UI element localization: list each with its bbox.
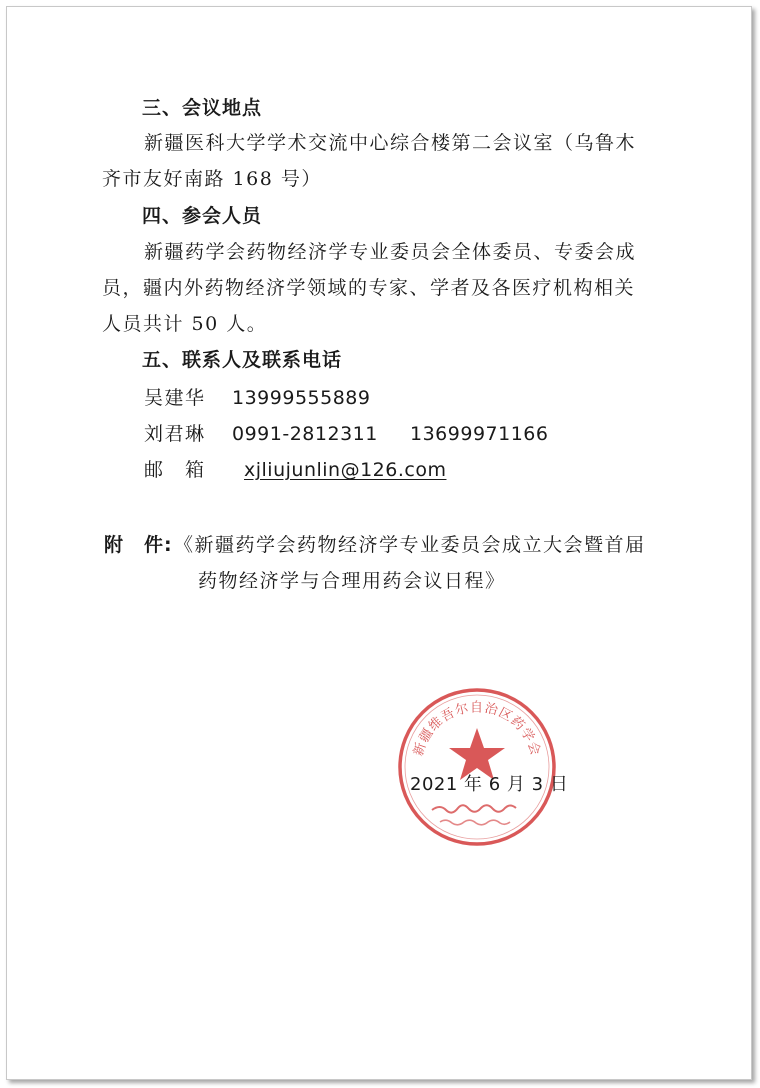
contact-phone-mobile: 13699971166 (410, 423, 549, 445)
section-heading-contacts: 五、联系人及联系电话 (142, 349, 343, 371)
venue-line-2: 齐市友好南路 168 号） (102, 168, 322, 190)
seal-uyghur-script-icon (432, 805, 516, 812)
attachment-line-2: 药物经济学与合理用药会议日程》 (198, 570, 506, 592)
contact-name: 吴建华 (144, 387, 206, 409)
attachment-label: 附 件: (104, 534, 173, 556)
official-seal-stamp (396, 686, 558, 848)
attachment-line-1: 《新疆药学会药物经济学专业委员会成立大会暨首届 (174, 534, 646, 556)
contact-phone: 0991-2812311 (232, 423, 378, 445)
email-link[interactable]: xjliujunlin@126.com (244, 459, 447, 481)
contact-name: 刘君琳 (144, 423, 206, 445)
document-date: 2021 年 6 月 3 日 (410, 774, 569, 795)
attendees-line-3: 人员共计 50 人。 (102, 313, 268, 335)
seal-inscription: 新疆维吾尔自治区药学会 (411, 700, 543, 758)
attendees-line-1: 新疆药学会药物经济学专业委员会全体委员、专委会成 (144, 241, 637, 263)
email-label: 邮 箱 (144, 459, 206, 481)
contact-phone: 13999555889 (232, 387, 371, 409)
section-heading-attendees: 四、参会人员 (142, 205, 263, 227)
venue-line-1: 新疆医科大学学术交流中心综合楼第二会议室（乌鲁木 (144, 132, 637, 154)
attendees-line-2: 员，疆内外药物经济学领域的专家、学者及各医疗机构相关 (102, 277, 636, 299)
section-heading-venue: 三、会议地点 (142, 97, 263, 119)
